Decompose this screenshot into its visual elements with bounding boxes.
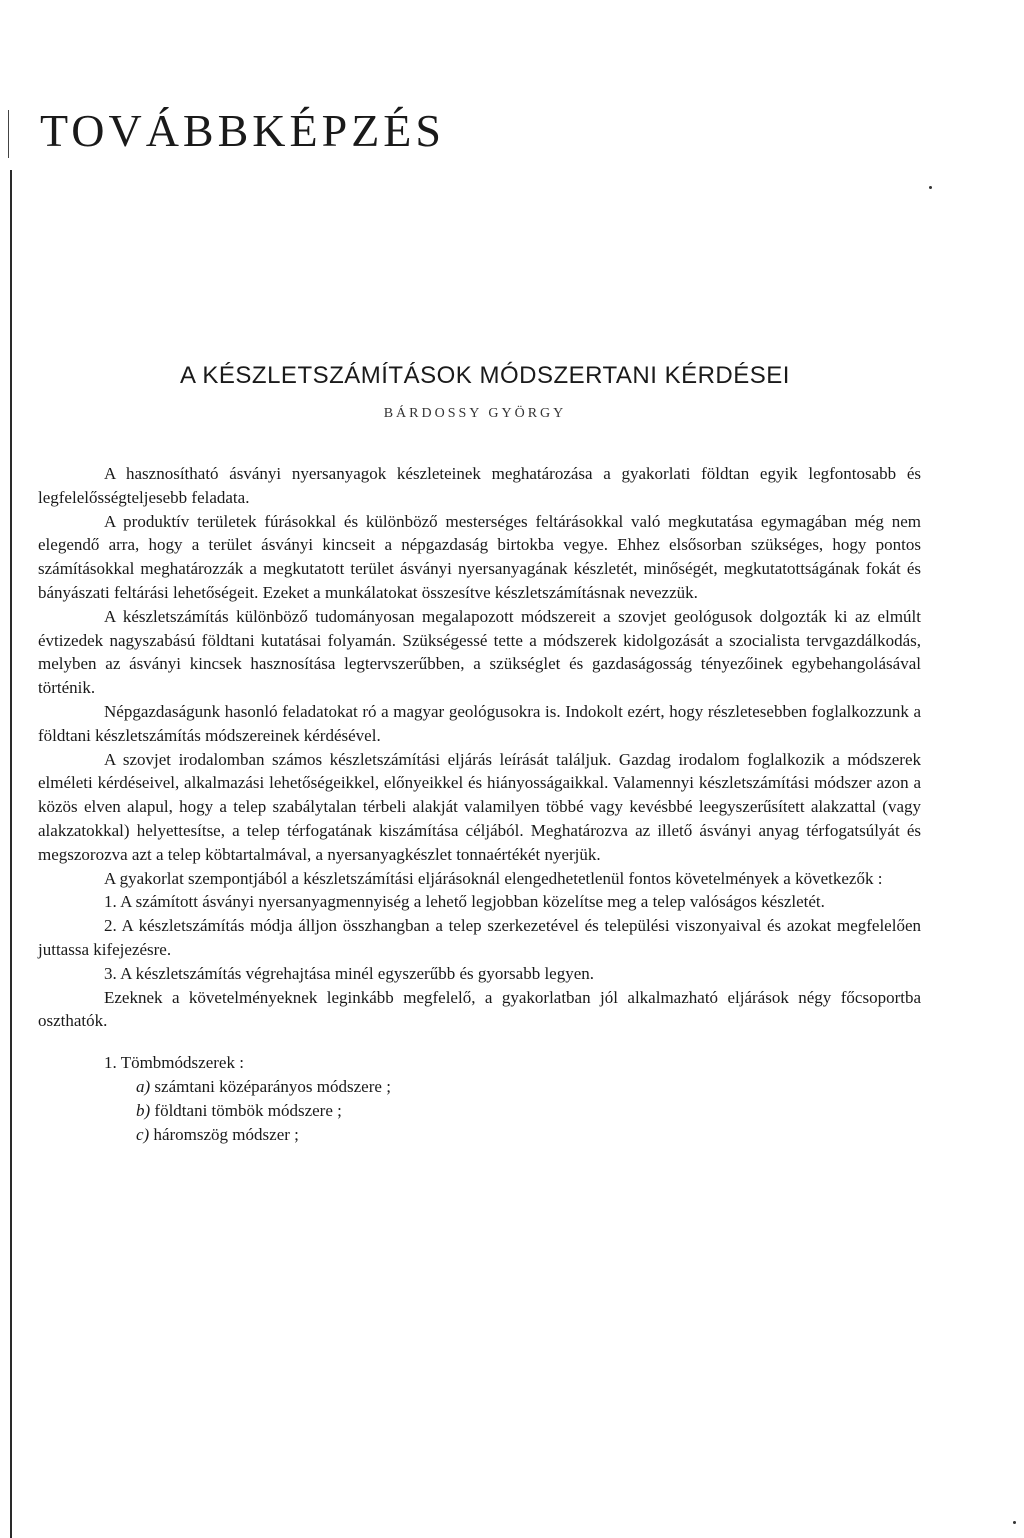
method-group-title: Tömbmódszerek : bbox=[120, 1053, 244, 1073]
requirement-item bbox=[38, 962, 921, 986]
requirement-number: 3. bbox=[104, 963, 117, 983]
method-item bbox=[38, 1099, 921, 1123]
method-item-text: háromszög módszer ; bbox=[153, 1124, 299, 1144]
method-item-text: számtani középarányos módszere ; bbox=[154, 1076, 391, 1096]
print-speck bbox=[929, 186, 932, 189]
method-item bbox=[38, 1075, 921, 1099]
paragraph: Ezeknek a követelményeknek leginkább megfelelő, a gyakorlatban jól alkalmazható eljárások négy főcsoportba oszthatók. bbox=[38, 987, 921, 1031]
method-item-text: földtani tömbök módszere ; bbox=[154, 1100, 342, 1120]
article-title: A KÉSZLETSZÁMÍTÁSOK MÓDSZERTANI KÉRDÉSEI bbox=[180, 362, 790, 389]
paragraph: A gyakorlat szempontjából a készletszámítási eljárásoknál elengedhetetlenül fontos követelmények a következők : bbox=[104, 868, 883, 888]
paragraph: A szovjet irodalomban számos készletszámítási eljárás leírását találjuk. Gazdag irodalom foglalkozik a módszerek elméleti kérdéseivel, alkalmazási lehetőségeikkel, előnyeikkel és hiányosságaikkal. Valamennyi készletszámítási módszer azon a közös elven alapul, hogy a telep szabálytalan térbeli alakját valamilyen többé vagy kevésbbé leegyszerűsített alakzattal (vagy alakzatokkal) helyettesítse, a telep térfogatának kiszámítása céljából. Meghatározva az illető ásványi anyag térfogatsúlyát és megszorozva azt a telep köbtartalmával, a nyersanyagkészlet tonnaértékét nyerjük. bbox=[38, 749, 921, 864]
method-group-list bbox=[38, 1051, 921, 1146]
section-title: TOVÁBBKÉPZÉS bbox=[40, 105, 445, 156]
requirement-item bbox=[38, 890, 921, 914]
method-group-heading bbox=[38, 1051, 921, 1075]
article-author: BÁRDOSSY GYÖRGY bbox=[383, 406, 567, 421]
page-edge-mark bbox=[8, 110, 9, 158]
method-item bbox=[38, 1123, 921, 1147]
paragraph: A hasznosítható ásványi nyersanyagok készleteinek meghatározása a gyakorlati földtan egyik legfontosabb és legfelelősségteljesebb feladata. bbox=[38, 464, 921, 507]
method-item-letter: a) bbox=[136, 1076, 151, 1096]
requirement-text: A készletszámítás módja álljon összhangban a telep szerkezetével és települési viszonyaival és azokat megfelelően juttassa kifejezésre. bbox=[38, 916, 921, 959]
method-item-letter: c) bbox=[136, 1124, 150, 1144]
paragraph: A produktív területek fúrásokkal és különböző mesterséges feltárásokkal való megkutatása egymagában még nem elegendő arra, hogy a terület ásványi kincseit a népgazdaság birtokba vegye. Ehhez elsősorban szükséges, hogy pontos számításokkal meghatározzák a megkutatott terület ásványi nyersanyagának készletét, minőségét, megkutatottságának fokát és bányászati feltárási lehetőségeit. Ezeket a munkálatokat összesítve készletszámításnak nevezzük. bbox=[38, 511, 921, 602]
paragraph: A készletszámítás különböző tudományosan megalapozott módszereit a szovjet geológusok dolgozták ki az elmúlt évtizedek nagyszabású földtani kutatásai folyamán. Szükségessé tette a módszerek kidolgozását a szocialista tervgazdálkodás, melyben az ásványi kincsek hasznosítása legtervszerűbben, a szükséglet és gazdaságosság tényezőinek egybehangolásával történik. bbox=[38, 606, 921, 698]
method-item-letter: b) bbox=[136, 1100, 151, 1120]
article-body bbox=[38, 462, 921, 1146]
print-speck bbox=[1013, 1521, 1016, 1524]
paragraph: Népgazdaságunk hasonló feladatokat ró a magyar geológusokra is. Indokolt ezért, hogy részletesebben foglalkozzunk a földtani készletszámítás módszereinek kérdésével. bbox=[38, 701, 921, 745]
requirement-number: 1. bbox=[104, 892, 117, 912]
requirement-number: 2. bbox=[104, 916, 117, 936]
method-group-number: 1. bbox=[104, 1053, 117, 1073]
requirement-text: A számított ásványi nyersanyagmennyiség a lehető legjobban közelítse meg a telep valóságos készletét. bbox=[120, 892, 825, 912]
requirement-item bbox=[38, 914, 921, 962]
requirement-text: A készletszámítás végrehajtása minél egyszerűbb és gyorsabb legyen. bbox=[120, 963, 595, 983]
